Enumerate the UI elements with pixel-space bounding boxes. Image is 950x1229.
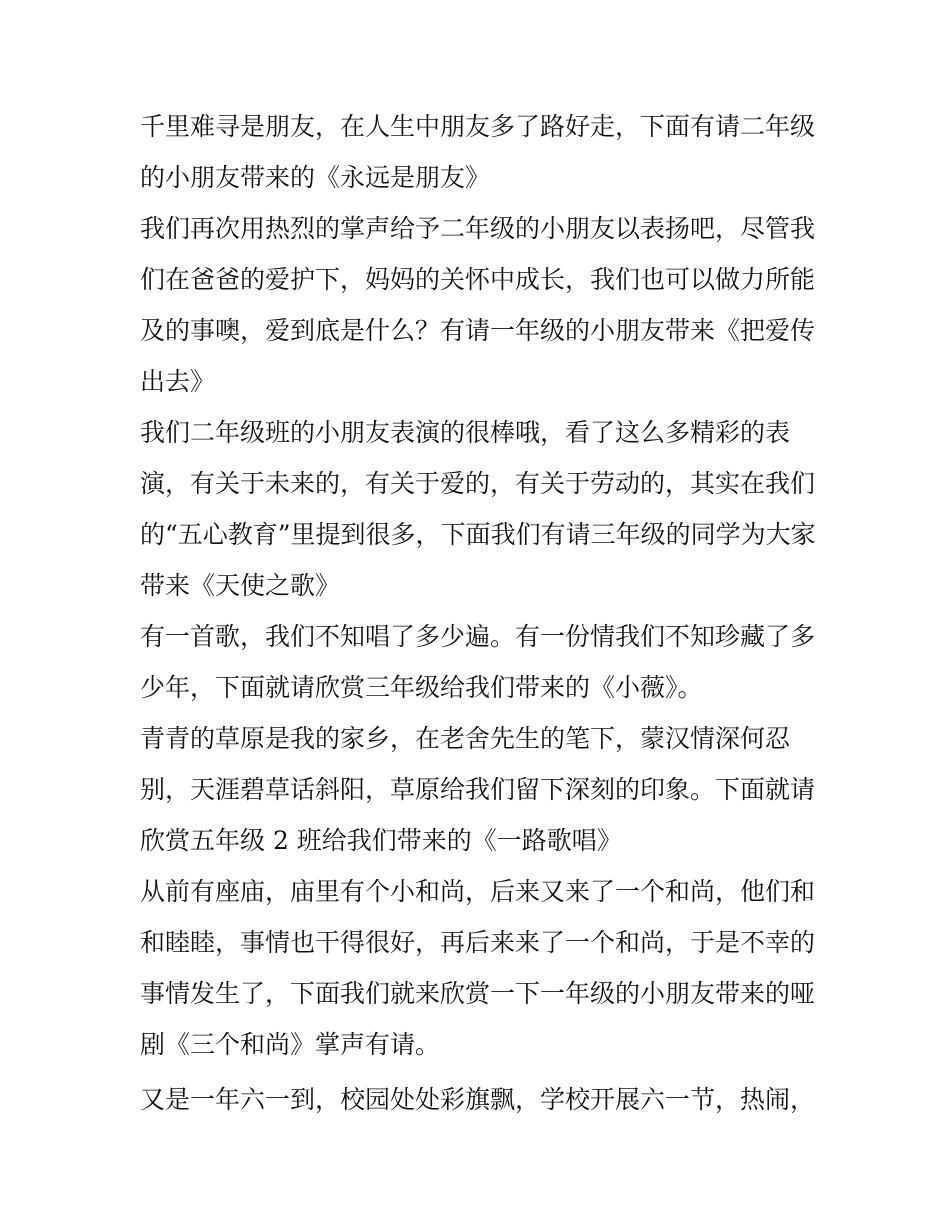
text-line: 又是一年六一到，校园处处彩旗飘，学校开展六一节，热闹， (140, 1085, 816, 1114)
text-line: 从前有座庙，庙里有个小和尚，后来又来了一个和尚，他们和 (140, 877, 816, 906)
text-line: 带来《天使之歌》 (140, 571, 341, 600)
text-line: 剧《三个和尚》掌声有请。 (140, 1030, 441, 1059)
text-line: 千里难寻是朋友，在人生中朋友多了路好走，下面有请二年级 (140, 112, 816, 141)
text-line: 别，天涯碧草话斜阳，草原给我们留下深刻的印象。下面就请 (140, 775, 816, 804)
text-line: 青青的草原是我的家乡，在老舍先生的笔下，蒙汉情深何忍 (140, 724, 791, 753)
text-line: 的“五心教育”里提到很多，下面我们有请三年级的同学为大家 (140, 520, 816, 549)
text-line: 我们二年级班的小朋友表演的很棒哦，看了这么多精彩的表 (140, 418, 791, 447)
text-line: 有一首歌，我们不知唱了多少遍。有一份情我们不知珍藏了多 (140, 622, 816, 651)
text-line: 的小朋友带来的《永远是朋友》 (140, 163, 491, 192)
text-line: 和睦睦，事情也干得很好，再后来来了一个和尚，于是不幸的 (140, 928, 816, 957)
text-line: 我们再次用热烈的掌声给予二年级的小朋友以表扬吧，尽管我 (140, 214, 816, 243)
text-line: 演，有关于未来的，有关于爱的，有关于劳动的，其实在我们 (140, 469, 816, 498)
text-line: 少年，下面就请欣赏三年级给我们带来的《小薇》。 (140, 673, 703, 702)
text-line: 事情发生了，下面我们就来欣赏一下一年级的小朋友带来的哑 (140, 979, 816, 1008)
text-line: 欣赏五年级 2 班给我们带来的《一路歌唱》 (140, 826, 622, 855)
text-line: 及的事噢，爱到底是什么？有请一年级的小朋友带来《把爱传 (140, 316, 816, 345)
text-line: 们在爸爸的爱护下，妈妈的关怀中成长，我们也可以做力所能 (140, 265, 816, 294)
text-line: 出去》 (140, 367, 216, 396)
